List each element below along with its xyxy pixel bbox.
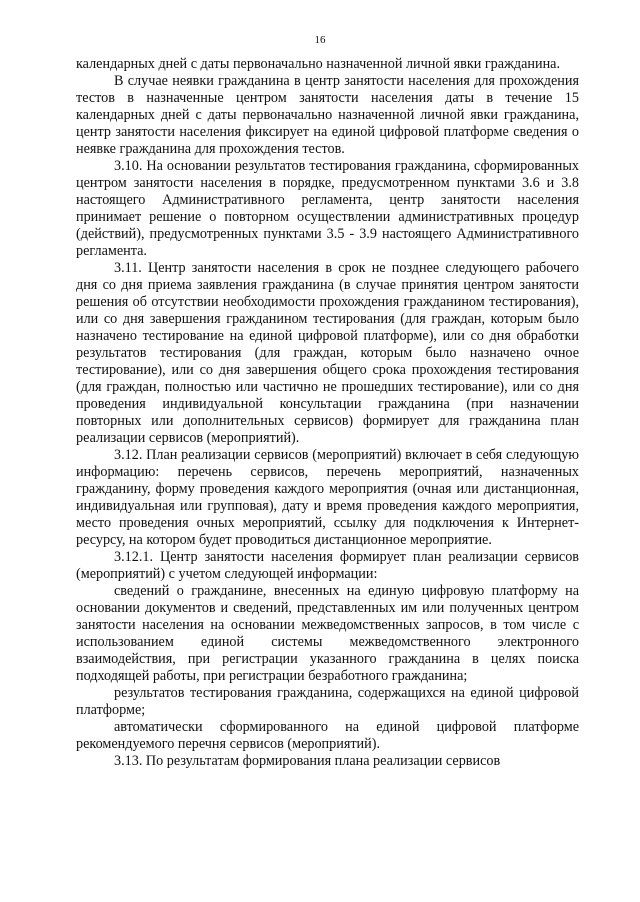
paragraph-continuation: календарных дней с даты первоначально назначенной личной явки гражданина. — [76, 56, 561, 72]
paragraph-no-show: В случае неявки гражданина в центр занятости населения для прохождения тестов в назначенные центром занятости населения даты в течение 15 календарных дней с даты первоначально назначенной личной явки гражданина, центр занятости населения фиксирует на единой цифровой платформе сведения о неявке гражданина для прохождения тестов. — [76, 73, 579, 157]
paragraph-3-10: 3.10. На основании результатов тестирования гражданина, сформированных центром занятости населения в порядке, предусмотренном пунктами 3.6 и 3.8 настоящего Административного регламента, центр занятости населения принимает решение о повторном осуществлении административных процедур (действий), предусмотренных пунктами 3.5 - 3.9 настоящего Административного регламента. — [76, 158, 579, 259]
paragraph-recommended-list: автоматически сформированного на единой цифровой платформе рекомендуемого перечня сервисов (мероприятий). — [76, 719, 579, 752]
paragraph-citizen-info: сведений о гражданине, внесенных на единую цифровую платформу на основании документов и сведений, представленных им или полученных центром занятости населения на основании межведомственных запросов, в том числе с использованием единой системы межведомственного электронного взаимодействия, при регистрации указанного гражданина в целях поиска подходящей работы, при регистрации безработного гражданина; — [76, 583, 579, 684]
document-body — [76, 56, 579, 770]
paragraph-3-12-1: 3.12.1. Центр занятости населения формирует план реализации сервисов (мероприятий) с учетом следующей информации: — [76, 549, 579, 582]
paragraph-test-results: результатов тестирования гражданина, содержащихся на единой цифровой платформе; — [76, 685, 579, 718]
page-number: 16 — [314, 34, 326, 46]
paragraph-3-11: 3.11. Центр занятости населения в срок не позднее следующего рабочего дня со дня приема заявления гражданина (в случае принятия центром занятости решения об отсутствии необходимости прохождения гражданином тестирования), или со дня завершения гражданином тестирования (для граждан, которым было назначено тестирование на единой цифровой платформе), или со дня обработки результатов тестирования (для граждан, которым было назначено очное тестирование), или со дня завершения общего срока прохождения тестирования (для граждан, полностью или частично не прошедших тестирование), или со дня проведения индивидуальной консультации гражданина (при назначении повторных или дополнительных сервисов) формирует для гражданина план реализации сервисов (мероприятий). — [76, 260, 579, 446]
paragraph-3-13: 3.13. По результатам формирования плана реализации сервисов — [114, 753, 501, 769]
paragraph-3-12: 3.12. План реализации сервисов (мероприятий) включает в себя следующую информацию: перечень сервисов, перечень мероприятий, назначенных гражданину, форму проведения каждого мероприятия (очная или дистанционная, индивидуальная или групповая), дату и время проведения каждого мероприятия, место проведения очных мероприятий, ссылку для подключения к Интернет-ресурсу, на котором будет проводиться дистанционное мероприятие. — [76, 447, 579, 548]
